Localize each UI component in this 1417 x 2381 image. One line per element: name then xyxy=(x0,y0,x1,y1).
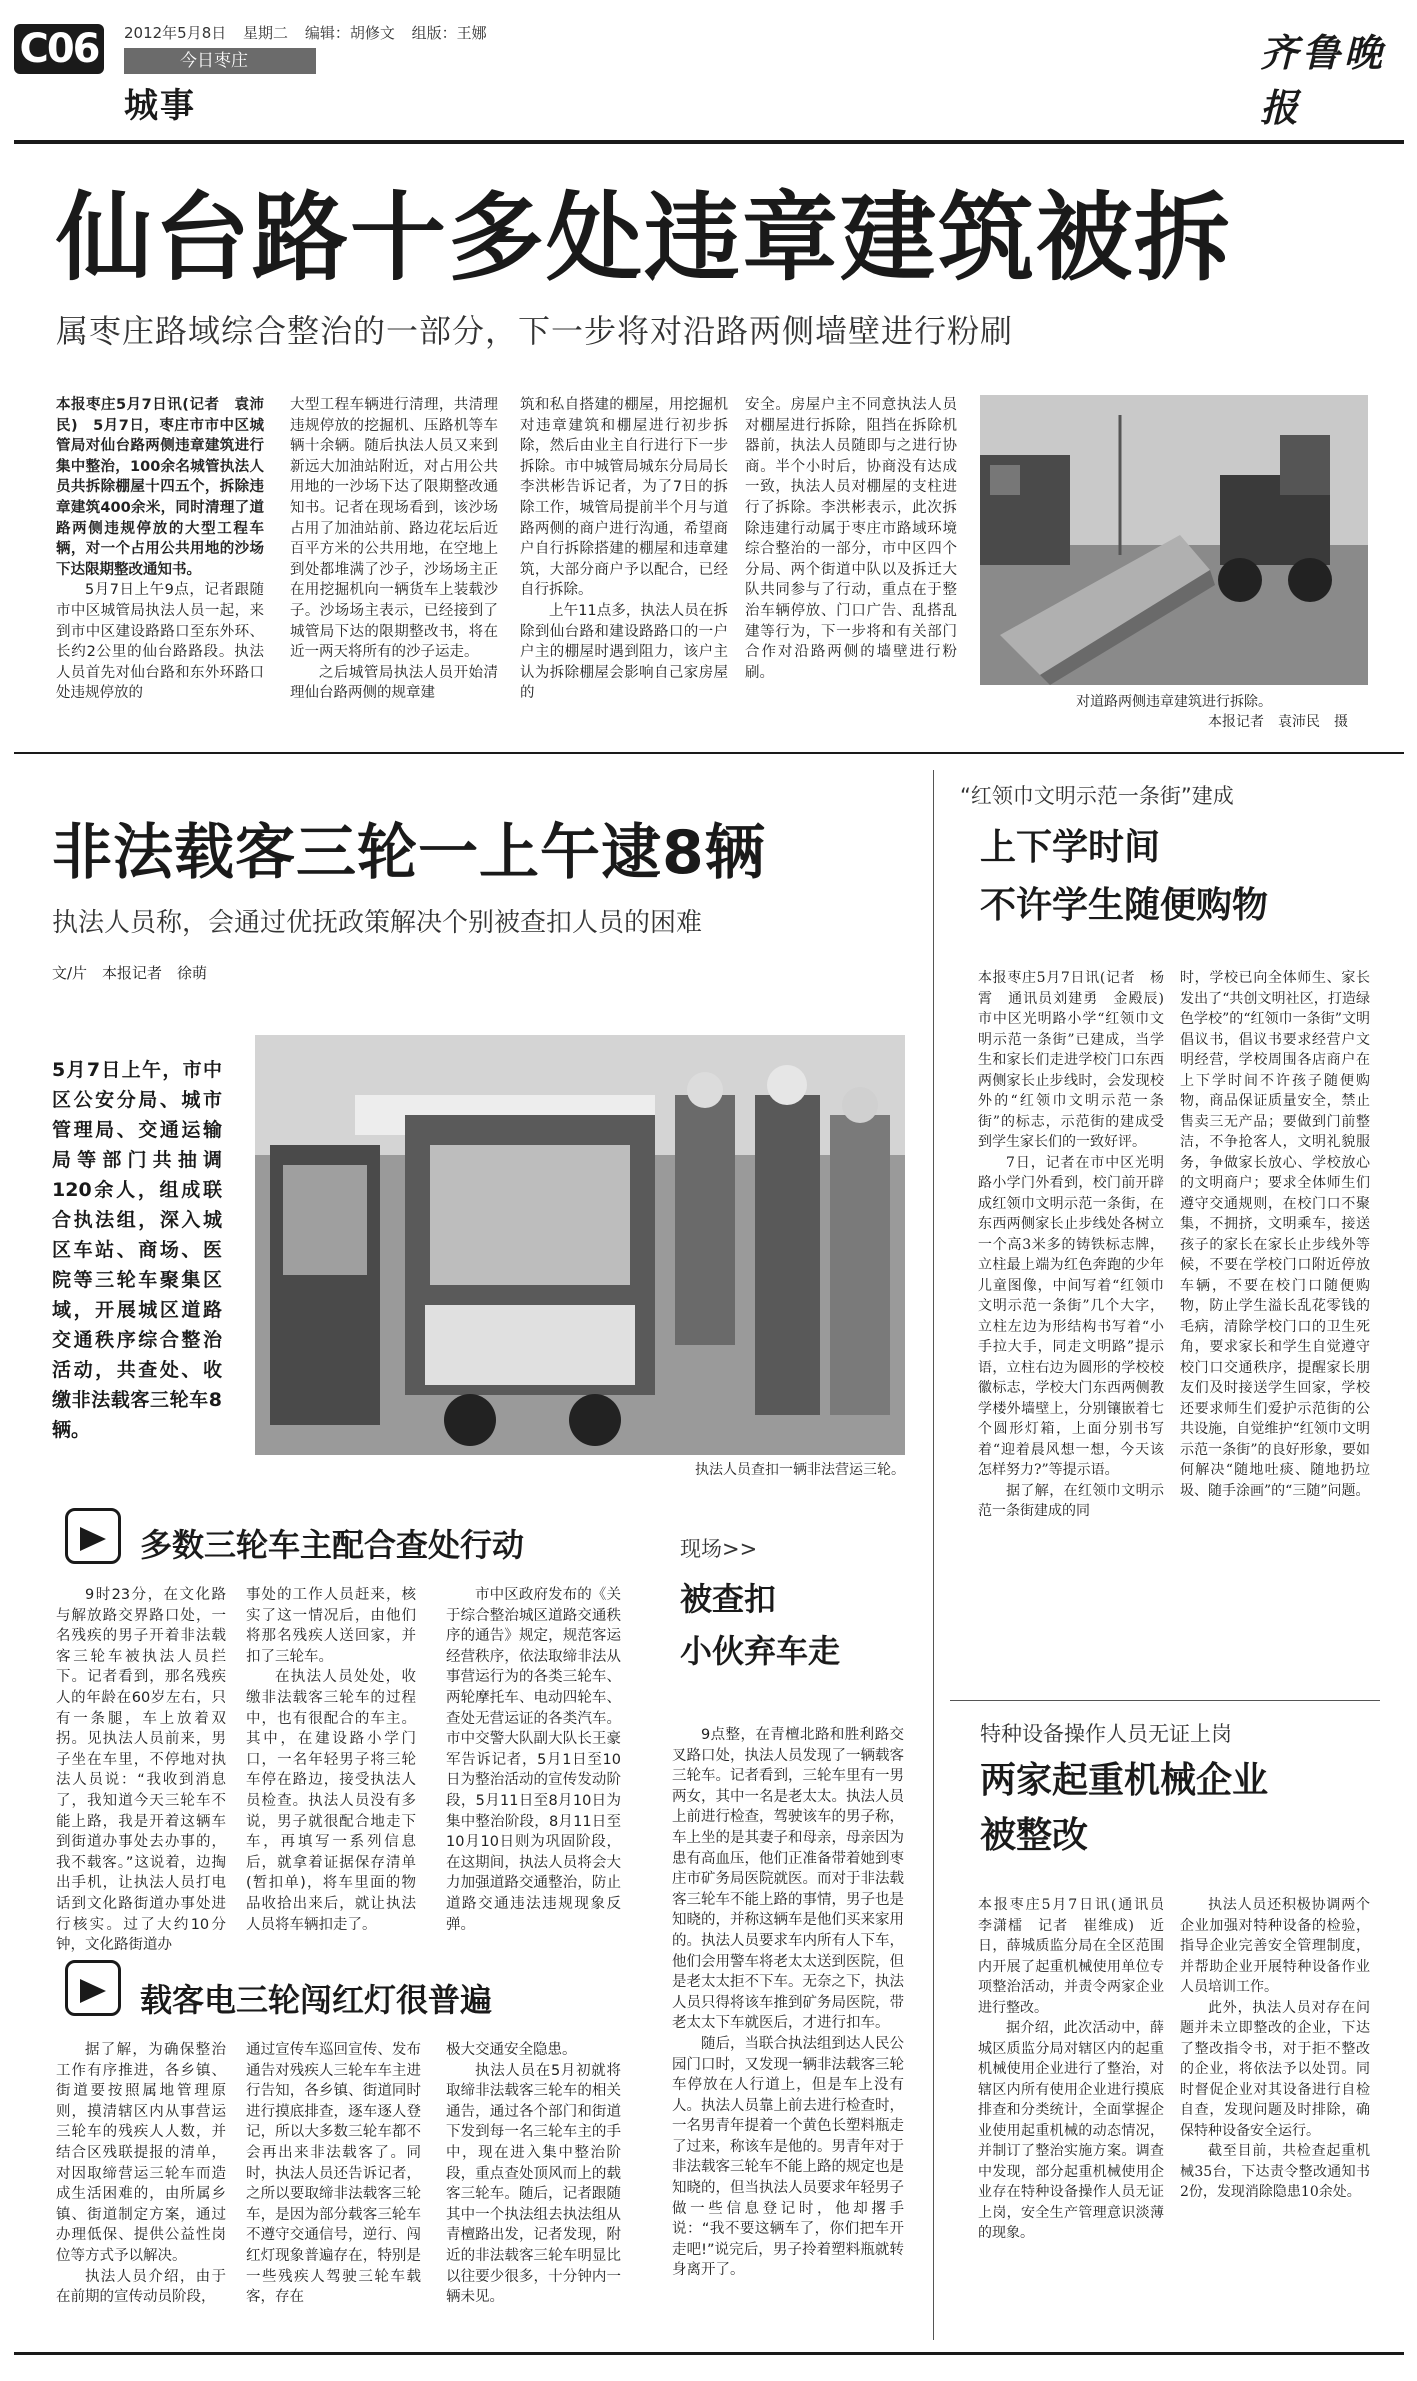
section-name: 城事 xyxy=(124,86,196,126)
sidebar1-paragraph: 据了解，在红领巾文明示范一条街建成的同 xyxy=(978,1482,1164,1519)
story2-headline: 非法载客三轮一上午逮8辆 xyxy=(52,818,766,888)
editor-credit: 编辑：胡修文 xyxy=(304,24,395,42)
sidebar2-column-1 xyxy=(978,1895,1178,2340)
tricycle-photo xyxy=(255,1035,905,1455)
scene-paragraph: 随后，当联合执法组到达人民公园门口时，又发现一辆非法载客三轮车停放在人行道上，但是车上没有人。执法人员靠上前去进行检查时，一名男青年提着一个黄色长塑料瓶走了过来，称该车是他的。男青年对于非法载客三轮车不能上路的规定也是知晓的，但当执法人员要求年轻男子做一些信息登记时，他却撂手说：“我不要这辆车了，你们把车开走吧!”说完后，男子拎着塑料瓶就转身离开了。 xyxy=(672,2035,904,2279)
story2-b-column-1 xyxy=(56,2040,226,2340)
demolition-photo-caption-text: 对道路两侧违章建筑进行拆除。 xyxy=(1076,694,1272,710)
story2-a-column-1 xyxy=(56,1585,226,1954)
story1-bottom-rule xyxy=(14,752,1404,754)
demolition-photo-caption xyxy=(980,692,1368,732)
story2-paragraph: 执法人员在5月初就将取缔非法载客三轮车的相关通告，通过各个部门和街道下发到每一名三轮车主的手中，现在进入集中整治阶段，重点查处顶风而上的载客三轮车。随后，记者跟随其中一个执法组去执法组从青檀路出发，记者发现，附近的非法载客三轮车明显比以往要少很多，十分钟内一辆未见。 xyxy=(446,2062,621,2306)
arrow-icon xyxy=(65,1508,121,1564)
story1-paragraph: 安全。房屋户主不同意执法人员对棚屋进行拆除，阻挡在拆除机器前，执法人员随即与之进行协商。半个小时后，协商没有达成一致，执法人员对棚屋的支柱进行了拆除。李洪彬表示，此次拆除违建行动属于枣庄市路域环境综合整治的一部分，市中区四个分局、两个街道中队以及拆迁大队共同参与了行动，重点在于整治车辆停放、门口广告、乱搭乱建等行为，下一步将和有关部门合作对沿路两侧的墙壁进行粉刷。 xyxy=(745,397,957,681)
demolition-photo xyxy=(980,395,1368,685)
story1-paragraph: 本报枣庄5月7日讯(记者 袁沛民) 5月7日，枣庄市市中区城管局对仙台路两侧违章建筑进行集中整治，100余名城管执法人员共拆除棚屋十四五个，拆除违章建筑400余米，同时清理了道路两侧违规停放的大型工程车辆，对一个占用公共用地的沙场下达限期整改通知书。 xyxy=(56,397,264,578)
issue-meta xyxy=(124,22,499,43)
story1-subheadline: 属枣庄路域综合整治的一部分，下一步将对沿路两侧墙壁进行粉刷 xyxy=(56,312,1014,350)
sidebar1-column-2 xyxy=(1180,968,1370,1684)
demolition-photo-credit: 本报记者 袁沛民 摄 xyxy=(1208,714,1348,730)
sidebar2-paragraph: 据介绍，此次活动中，薛城区质监分局对辖区内的起重机械使用企业进行了整治，对辖区内所有使用企业进行摸底排查和分类统计，全面掌握企业使用起重机械的动态情况，并制订了整治实施方案。调查中发现，部分起重机械使用企业存在特种设备操作人员无证上岗，安全生产管理意识淡薄的现象。 xyxy=(978,2020,1164,2241)
story2-a-column-3 xyxy=(446,1585,621,1935)
page-bottom-rule xyxy=(14,2352,1404,2355)
layout-credit: 组版：王娜 xyxy=(411,24,487,42)
story2-paragraph: 事处的工作人员赶来，核实了这一情况后，由他们将那名残疾人送回家，并扣了三轮车。 xyxy=(246,1587,416,1665)
tricycle-photo-illustration xyxy=(255,1035,905,1455)
sidebar2-column-2 xyxy=(1180,1895,1370,2340)
story1-headline: 仙台路十多处违章建筑被拆 xyxy=(56,182,1232,294)
scene-title-line-1: 被查扣 xyxy=(680,1580,777,1618)
sidebar2-kicker: 特种设备操作人员无证上岗 xyxy=(980,1722,1232,1746)
story1-column-3 xyxy=(520,395,728,735)
story1-paragraph: 大型工程车辆进行清理，共清理违规停放的挖掘机、压路机等车辆十余辆。随后执法人员又来到新远大加油站附近，对占用公共用地的一沙场下达了限期整改通知书。记者在现场看到，该沙场占用了加油站前、路边花坛后近百平方米的公共用地，在空地上到处都堆满了沙子，沙场场主正在用挖掘机向一辆货车上装载沙子。沙场场主表示，已经接到了城管局下达的限期整改书，将在近一两天将所有的沙子运走。 xyxy=(290,397,498,661)
story2-b-column-2 xyxy=(246,2040,421,2340)
demolition-photo-illustration xyxy=(980,395,1368,685)
scene-column xyxy=(672,1725,904,2340)
story2-b-column-3 xyxy=(446,2040,621,2340)
story2-lead: 5月7日上午，市中区公安分局、城市管理局、交通运输局等部门共抽调120余人，组成联合执法组，深入城区车站、商场、医院等三轮车聚集区域，开展城区道路交通秩序综合整治活动，共查处、收缴非法载客三轮车8辆。 xyxy=(52,1059,222,1441)
story2-paragraph: 极大交通安全隐患。 xyxy=(446,2042,577,2058)
sidebar2-title-line-2: 被整改 xyxy=(980,1815,1089,1856)
sidebar1-kicker: “红领巾文明示范一条街”建成 xyxy=(960,784,1234,808)
sidebar1-paragraph: 本报枣庄5月7日讯(记者 杨霄 通讯员刘建勇 金殿辰) 市中区光明路小学“红领巾文明示范一条街”已建成，当学生和家长们走进学校门口东西两侧家长止步线时，会发现校外的“红领巾文明示范一条街”的标志，示范街的建成受到学生家长们的一致好评。 xyxy=(978,970,1178,1150)
sidebar2-paragraph: 截至目前，共检查起重机械35台，下达责令整改通知书2份，发现消除隐患10余处。 xyxy=(1180,2143,1370,2200)
scene-paragraph: 9点整，在青檀北路和胜利路交叉路口处，执法人员发现了一辆载客三轮车。记者看到，三轮车里有一男两女，其中一名是老太太。执法人员上前进行检查，驾驶该车的男子称，车上坐的是其妻子和母亲，母亲因为患有高血压，他们正准备带着她到枣庄市矿务局医院就医。而对于非法载客三轮车不能上路的事情，男子也是知晓的，并称这辆车是他们买来家用的。执法人员要求车内所有人下车，他们会用警车将老太太送到医院，但是老太太拒不下车。无奈之下，执法人员只得将该车推到矿务局医院，带老太太下车就医后，才进行扣车。 xyxy=(672,1727,904,2032)
story2-paragraph: 执法人员介绍，由于在前期的宣传动员阶段， xyxy=(56,2268,226,2306)
story2-subheadline: 执法人员称，会通过优抚政策解决个别被查扣人员的困难 xyxy=(52,908,703,938)
story2-paragraph: 市中区政府发布的《关于综合整治城区道路交通秩序的通告》规定，规范客运经营秩序，依法取缔非法从事营运行为的各类三轮车、两轮摩托车、电动四轮车、查处无营运证的各类汽车。市中交警大队副大队长王豪军告诉记者，5月1日至10日为整治活动的宣传发动阶段，5月11日至8月10日为集中整治阶段，8月11日至10月10日则为巩固阶段，在这期间，执法人员将会大力加强道路交通整治，防止道路交通违法违规现象反弹。 xyxy=(446,1587,621,1933)
newspaper-logo: 齐鲁晚报 xyxy=(1260,30,1387,130)
sidebar-divider xyxy=(933,770,934,2340)
story2-paragraph: 通过宣传车巡回宣传、发布通告对残疾人三轮车车主进行告知，各乡镇、街道同时进行摸底排查，逐车逐人登记，所以大多数三轮车都不会再出来非法载客了。同时，执法人员还告诉记者，之所以要取缔非法载客三轮车，是因为部分载客三轮车不遵守交通信号，逆行、闯红灯现象普遍存在，特别是一些残疾人驾驶三轮车载客，存在 xyxy=(246,2042,421,2306)
issue-weekday: 星期二 xyxy=(243,24,289,42)
story2-a-column-2 xyxy=(246,1585,416,1935)
story2-subhead-b: 载客电三轮闯红灯很普遍 xyxy=(140,1981,493,2019)
story2-byline: 文/片 本报记者 徐萌 xyxy=(52,964,208,982)
story2-subhead-a: 多数三轮车主配合查处行动 xyxy=(140,1526,525,1564)
story1-paragraph: 上午11点多，执法人员在拆除到仙台路和建设路路口的一户户主的棚屋时遇到阻力，该户主认为拆除棚屋会影响自己家房屋的 xyxy=(520,602,728,702)
issue-date: 2012年5月8日 xyxy=(124,24,227,42)
tricycle-photo-caption: 执法人员查扣一辆非法营运三轮。 xyxy=(695,1462,905,1478)
sidebar2-paragraph: 此外，执法人员对存在问题并未立即整改的企业，下达了整改指令书，对于拒不整改的企业，将依法予以处罚。同时督促企业对其设备进行自检自查，发现问题及时排除，确保特种设备安全运行。 xyxy=(1180,1999,1370,2139)
story2-paragraph: 在执法人员处处，收缴非法载客三轮车的过程中，也有很配合的车主。其中，在建设路小学门口，一名年轻男子将三轮车停在路边，接受执法人员检查。执法人员没有多说，男子就很配合地走下车，再填写一系列信息后，就拿着证据保存清单(暂扣单)，将车里面的物品收拾出来后，就让执法人员将车辆扣走了。 xyxy=(246,1669,416,1933)
section-tag: 今日枣庄 xyxy=(124,48,316,74)
sidebar-separator xyxy=(950,1700,1380,1701)
story1-paragraph: 5月7日上午9点，记者跟随市中区城管局执法人员一起，来到市中区建设路路口至东外环、长约2公里的仙台路路段。执法人员首先对仙台路和东外环路口处违规停放的 xyxy=(56,582,264,702)
sidebar1-paragraph: 7日，记者在市中区光明路小学门外看到，校门前开辟成红领巾文明示范一条街，在东西两侧家长止步线处各树立一个高3米多的铸铁标志牌，立柱最上端为红色奔跑的少年儿童图像，中间写着“红领巾文明示范一条街”几个大字，立柱左边为形结构书写着“小手拉大手，同走文明路”提示语，立柱右边为圆形的学校校徽标志，学校大门东西两侧教学楼外墙壁上，分别镶嵌着七个圆形灯箱，上面分别书写着“迎着晨风想一想，今天该怎样努力?”等提示语。 xyxy=(978,1154,1164,1478)
scene-title-line-2: 小伙弃车走 xyxy=(680,1632,841,1670)
story1-column-2 xyxy=(290,395,498,735)
story1-paragraph: 之后城管局执法人员开始清理仙台路两侧的规章建 xyxy=(290,664,498,702)
arrow-icon xyxy=(65,1960,121,2016)
story2-paragraph: 据了解，为确保整治工作有序推进，各乡镇、街道要按照属地管理原则，摸清辖区内从事营运三轮车的残疾人人数，并结合区残联提报的清单，对因取缔营运三轮车而造成生活困难的，由所属乡镇、街道制定方案，通过办理低保、提供公益性岗位等方式予以解决。 xyxy=(56,2042,226,2264)
page-number: C06 xyxy=(14,24,104,74)
sidebar1-title-line-1: 上下学时间 xyxy=(980,827,1161,868)
sidebar1-column-1 xyxy=(978,968,1178,1684)
story2-paragraph: 9时23分，在文化路与解放路交界路口处，一名残疾的男子开着非法载客三轮车被执法人员拦下。记者看到，那名残疾人的年龄在60岁左右，只有一条腿，车上放着双拐。见执法人员前来，男子坐在车里，不停地对执法人员说：“我收到消息了，我知道今天三轮车不能上路，我是开着这辆车到街道办事处去办事的，我不载客。”这说着，边掏出手机，让执法人员打电话到文化路街道办事处进行核实。过了大约10分钟，文化路街道办 xyxy=(56,1587,226,1954)
sidebar2-paragraph: 执法人员还积极协调两个企业加强对特种设备的检验，指导企业完善安全管理制度，并帮助企业开展特种设备作业人员培训工作。 xyxy=(1180,1897,1370,1995)
story1-column-1 xyxy=(56,395,264,735)
header-rule xyxy=(14,140,1404,144)
sidebar1-paragraph: 时，学校已向全体师生、家长发出了“共创文明社区，打造绿色学校”的“红领巾一条街”文明倡议书，倡议书要求经营户文明经营，学校周围各店商户在上下学时间不许孩子随便购物，商品保证质量安全，禁止售卖三无产品；要做到门前整洁，不争抢客人，文明礼貌服务，争做家长放心、学校放心的文明商户；要求全体师生们遵守交通规则，在校门口不聚集，不拥挤，文明乘车，接送孩子的家长在家长止步线外等候，不要在学校门口附近停放车辆，不要在校门口随便购物，防止学生溢长乱花零钱的毛病，清除学校门口的卫生死角，要求家长和学生自觉遵守校门口交通秩序，提醒家长朋友们及时接送学生回家，学校还要求师生们爱护示范街的公共设施，自觉维护“红领巾文明示范一条街”的良好形象，要如何解决“随地吐痰、随地扔垃圾、随手涂画”的“三随”问题。 xyxy=(1180,970,1370,1499)
scene-kicker: 现场>> xyxy=(680,1537,758,1561)
sidebar2-paragraph: 本报枣庄5月7日讯(通讯员 李潇檑 记者 崔维成) 近日，薛城质监分局在全区范围内开展了起重机械使用单位专项整治活动，并责令两家企业进行整改。 xyxy=(978,1897,1178,2016)
sidebar2-title-line-1: 两家起重机械企业 xyxy=(980,1760,1269,1801)
story1-column-4 xyxy=(745,395,957,735)
sidebar1-title-line-2: 不许学生随便购物 xyxy=(980,885,1269,926)
story1-paragraph: 筑和私自搭建的棚屋，用挖掘机对违章建筑和棚屋进行初步拆除，然后由业主自行进行下一步拆除。市中城管局城东分局局长李洪彬告诉记者，为了7日的拆除工作，城管局提前半个月与道路两侧的商户进行沟通，希望商户自行拆除搭建的棚屋和违章建筑，大部分商户予以配合，已经自行拆除。 xyxy=(520,397,728,599)
